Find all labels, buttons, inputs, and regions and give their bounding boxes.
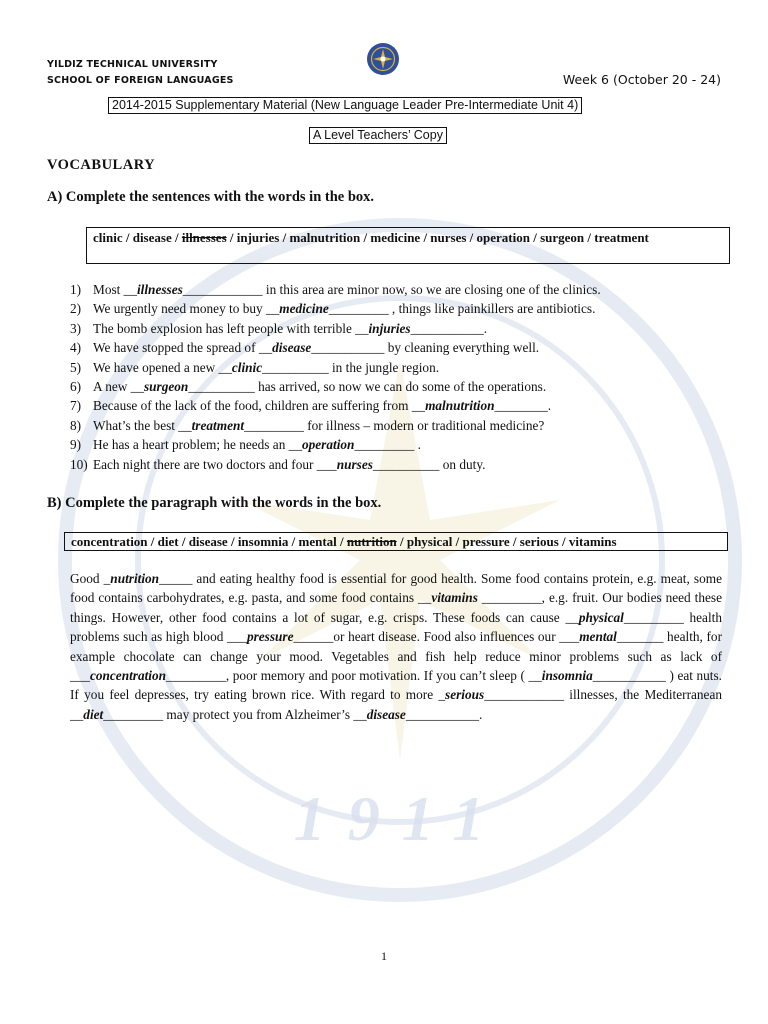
sentence-number: 9): [70, 437, 82, 453]
sentence-number: 6): [70, 378, 82, 394]
vocabulary-heading: VOCABULARY: [47, 157, 156, 173]
word-box-b-struck: nutrition: [346, 534, 397, 549]
sentence-item: [70, 320, 730, 339]
sentence-answer: malnutrition: [425, 398, 495, 414]
sentence-answer: illnesses: [136, 282, 183, 297]
section-b-instruction: B) Complete the paragraph with the words in the box.: [47, 495, 382, 511]
sentence-text-after: ___________.: [410, 320, 488, 336]
paragraph-answer: vitamins: [431, 590, 478, 606]
sentence-item: [70, 339, 730, 358]
sentence-number: 10): [70, 456, 88, 472]
sentence-item: [70, 378, 730, 397]
word-box-a-before: clinic / disease /: [93, 230, 182, 245]
word-box-a-after: / injuries / malnutrition / medicine / nurses / operation / surgeon / treatment: [226, 230, 649, 245]
sentence-text-after: _________ .: [354, 437, 421, 453]
sentence-number: 2): [70, 301, 82, 317]
sentence-item: [70, 436, 730, 455]
sentence-item: [70, 456, 730, 475]
sentence-text-after: __________ in the jungle region.: [262, 359, 440, 375]
sentence-text-before: We have stopped the spread of __: [93, 340, 273, 356]
sentence-item: [70, 417, 730, 436]
sentence-text-before: Each night there are two doctors and four ___: [93, 456, 337, 472]
university-name: YILDIZ TECHNICAL UNIVERSITY: [47, 59, 218, 70]
sentence-number: 1): [70, 282, 82, 297]
sentence-number: 7): [70, 398, 82, 414]
paragraph-text: Good _: [70, 571, 111, 586]
sentence-text-after: ____________ in this area are minor now, so we are closing one of the clinics.: [182, 282, 601, 297]
page-number: 1: [381, 949, 387, 963]
sentence-answer: medicine: [279, 301, 329, 317]
teachers-copy-label: A Level Teachers’ Copy: [309, 127, 447, 144]
school-name: SCHOOL OF FOREIGN LANGUAGES: [47, 75, 234, 86]
paragraph-answer: disease: [366, 706, 406, 722]
paragraph-text: _________, poor memory and poor motivation. If you can’t sleep ( __: [166, 668, 542, 684]
sentence-text-before: What’s the best __: [93, 417, 192, 433]
sentence-text-before: He has a heart problem; he needs an __: [93, 437, 302, 453]
sentence-text-after: _________ , things like painkillers are antibiotics.: [328, 301, 596, 317]
sentence-answer: disease: [272, 340, 312, 356]
paragraph-text: _________, e.g. fruit. Our bodies need these things. However, other food contains a lot of sugar, e.g. crisps. These foods can cause __: [70, 590, 722, 625]
paragraph-text: ______or heart disease. Food also influences our ___: [293, 629, 580, 645]
paragraph-text: ____________ illnesses, the Mediterranean __: [70, 687, 722, 722]
watermark-year: 1911: [293, 783, 507, 854]
paragraph-answer: diet: [83, 706, 104, 722]
word-box-b: [64, 532, 728, 551]
sentence-answer: surgeon: [143, 378, 189, 394]
sentence-answer: clinic: [231, 359, 263, 375]
sentence-item: [70, 397, 730, 416]
sentence-text-after: __________ on duty.: [372, 456, 486, 472]
word-box-b-after: / physical / pressure / serious / vitamins: [396, 534, 617, 549]
paragraph-answer: insomnia: [541, 668, 593, 684]
paragraph-text: ___________.: [405, 706, 483, 722]
health-paragraph: [70, 569, 722, 724]
sentence-text-before: We urgently need money to buy __: [93, 301, 280, 317]
sentence-answer: nurses: [336, 456, 373, 472]
sentence-text-after: ___________ by cleaning everything well.: [311, 340, 540, 356]
paragraph-answer: concentration: [89, 668, 167, 684]
sentence-text-before: We have opened a new __: [93, 359, 232, 375]
sentence-number: 5): [70, 359, 82, 375]
paragraph-text: ___________ ) eat nuts. If you feel depresses, try eating brown rice. With regard to more _: [70, 668, 722, 703]
sentence-list: [70, 281, 730, 475]
sentence-answer: injuries: [368, 320, 411, 336]
word-box-a: [86, 227, 730, 264]
sentence-answer: operation: [301, 437, 355, 453]
paragraph-text: _________ may protect you from Alzheimer’s __: [103, 706, 367, 722]
word-box-a-struck: illnesses: [181, 230, 227, 245]
sentence-text-after: ________.: [494, 398, 552, 414]
sentence-answer: treatment: [191, 417, 245, 433]
sentence-item: [70, 281, 730, 300]
section-a-instruction: A) Complete the sentences with the words in the box.: [47, 189, 375, 205]
word-box-b-before: concentration / diet / disease / insomnia / mental /: [71, 534, 347, 549]
sentence-text-after: _________ for illness – modern or traditional medicine?: [244, 417, 545, 433]
sentence-number: 4): [70, 340, 82, 356]
sentence-number: 3): [70, 320, 82, 336]
paragraph-answer: mental: [579, 629, 617, 645]
paragraph-text: _______ health, for example chocolate can change your mood. Vegetables and fish help reduce minor problems such as lack of ___: [70, 629, 722, 684]
sentence-item: [70, 359, 730, 378]
sentence-text-before: Most __: [93, 282, 137, 297]
paragraph-answer: physical: [578, 609, 624, 625]
sentence-text-after: __________ has arrived, so now we can do some of the operations.: [188, 378, 547, 394]
university-logo: [366, 42, 400, 76]
material-title: 2014-2015 Supplementary Material (New Language Leader Pre-Intermediate Unit 4): [108, 97, 582, 114]
paragraph-text: _________ health problems such as high blood ___: [70, 609, 722, 645]
sentence-text-before: Because of the lack of the food, children are suffering from __: [93, 398, 426, 414]
week-label: Week 6 (October 20 - 24): [562, 72, 721, 87]
paragraph-answer: serious: [445, 687, 485, 703]
sentence-number: 8): [70, 417, 82, 433]
paragraph-text: _____ and eating healthy food is essential for good health. Some food contains protein, e.g. meat, some food contains carbohydrates, e.g. pasta, and some food contains __: [70, 571, 722, 606]
paragraph-answer: pressure: [246, 629, 294, 645]
sentence-item: [70, 300, 730, 319]
sentence-text-before: The bomb explosion has left people with terrible __: [93, 320, 369, 336]
sentence-text-before: A new __: [93, 378, 144, 394]
paragraph-answer: nutrition: [110, 571, 160, 586]
